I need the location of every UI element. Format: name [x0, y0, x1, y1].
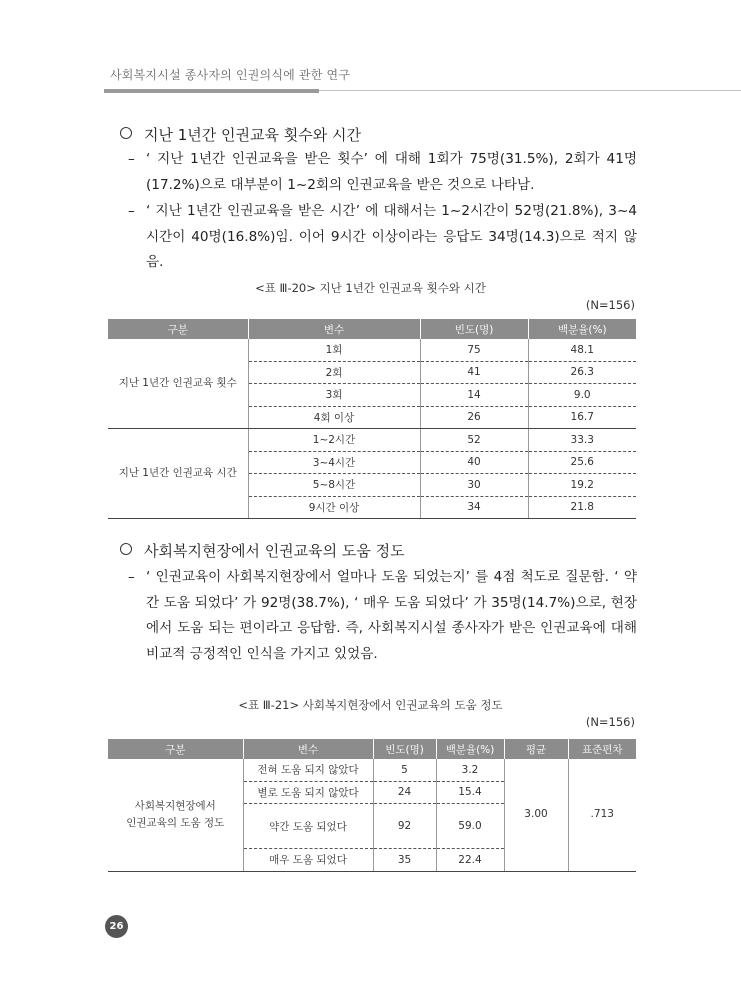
cell: 3.2 [436, 759, 504, 781]
column-header: 평균 [504, 739, 568, 759]
group-label: 지난 1년간 인권교육 횟수 [108, 339, 248, 429]
cell: 14 [420, 384, 528, 407]
column-header: 빈도(명) [420, 319, 528, 339]
cell: 19.2 [528, 474, 636, 497]
dash-marker: – [128, 569, 135, 585]
cell: 1회 [248, 339, 420, 361]
cell: 40 [420, 451, 528, 474]
cell: 16.7 [528, 406, 636, 429]
data-table-education-frequency [108, 319, 636, 519]
cell: 21.8 [528, 496, 636, 519]
table-row [108, 339, 636, 361]
cell: 59.0 [436, 804, 504, 849]
group-label-line: 인권교육의 도움 정도 [126, 816, 225, 829]
group-label [108, 759, 243, 871]
cell: 전혀 도움 되지 않았다 [243, 759, 373, 781]
column-header: 표준편차 [568, 739, 636, 759]
cell: 30 [420, 474, 528, 497]
cell: 3회 [248, 384, 420, 407]
sd-value: .713 [568, 759, 636, 871]
cell: 92 [373, 804, 436, 849]
bullet-paragraph [128, 199, 637, 276]
page-number-badge: 26 [105, 915, 128, 938]
sample-size-label: (N=156) [585, 715, 635, 729]
group-label: 지난 1년간 인권교육 시간 [108, 429, 248, 519]
cell: 75 [420, 339, 528, 361]
cell: 52 [420, 429, 528, 452]
cell: 35 [373, 849, 436, 872]
column-header: 변수 [243, 739, 373, 759]
cell: 41 [420, 361, 528, 384]
mean-value: 3.00 [504, 759, 568, 871]
circle-bullet-icon [120, 127, 132, 139]
bullet-text: ‘ 지난 1년간 인권교육을 받은 시간’ 에 대해서는 1~2시간이 52명(21.8%), 3~4시간이 40명(16.8%)임. 이어 9시간 이상이라는 응답도 34명(14.3)으로 적지 않음. [146, 203, 637, 270]
cell: 48.1 [528, 339, 636, 361]
column-header: 구분 [108, 319, 248, 339]
table-row [108, 759, 636, 781]
bullet-paragraph [128, 565, 637, 667]
cell: 매우 도움 되었다 [243, 849, 373, 872]
table-row [108, 429, 636, 452]
header-rule-accent [104, 89, 319, 93]
section-heading [120, 124, 361, 145]
sample-size-label: (N=156) [585, 298, 635, 312]
cell: 26 [420, 406, 528, 429]
bullet-text: ‘ 인권교육이 사회복지현장에서 얼마나 도움 되었는지’ 를 4점 척도로 질문함. ‘ 약간 도움 되었다’ 가 92명(38.7%), ‘ 매우 도움 되었다’ 가 35명(14.7%)으로, 현장에서 도움 되는 편이라고 응답함. 즉, 사회복지시설 종사자가 받은 인권교육에 대해 비교적 긍정적인 인식을 가지고 있었음. [146, 569, 637, 662]
cell: 9.0 [528, 384, 636, 407]
bullet-text: ‘ 지난 1년간 인권교육을 받은 횟수’ 에 대해 1회가 75명(31.5%), 2회가 41명(17.2%)으로 대부분이 1~2회의 인권교육을 받은 것으로 나타남. [146, 151, 637, 193]
cell: 1~2시간 [248, 429, 420, 452]
cell: 5 [373, 759, 436, 781]
column-header: 백분율(%) [528, 319, 636, 339]
data-table-education-helpfulness [108, 739, 636, 872]
cell: 34 [420, 496, 528, 519]
cell: 9시간 이상 [248, 496, 420, 519]
column-header: 백분율(%) [436, 739, 504, 759]
cell: 4회 이상 [248, 406, 420, 429]
cell: 15.4 [436, 781, 504, 804]
cell: 별로 도움 되지 않았다 [243, 781, 373, 804]
cell: 24 [373, 781, 436, 804]
table-header-row [108, 319, 636, 339]
cell: 2회 [248, 361, 420, 384]
table-caption: <표 Ⅲ-21> 사회복지현장에서 인권교육의 도움 정도 [238, 698, 503, 712]
cell: 3~4시간 [248, 451, 420, 474]
cell: 25.6 [528, 451, 636, 474]
cell: 33.3 [528, 429, 636, 452]
table-header-row [108, 739, 636, 759]
column-header: 구분 [108, 739, 243, 759]
cell: 22.4 [436, 849, 504, 872]
column-header: 변수 [248, 319, 420, 339]
group-label-line: 사회복지현장에서 [134, 799, 216, 812]
cell: 약간 도움 되었다 [243, 804, 373, 849]
dash-marker: – [128, 151, 135, 167]
column-header: 빈도(명) [373, 739, 436, 759]
cell: 5~8시간 [248, 474, 420, 497]
cell: 26.3 [528, 361, 636, 384]
section-heading-text: 지난 1년간 인권교육 횟수와 시간 [144, 126, 361, 144]
dash-marker: – [128, 203, 135, 219]
table-caption: <표 Ⅲ-20> 지난 1년간 인권교육 횟수와 시간 [255, 281, 486, 295]
header-title: 사회복지시설 종사자의 인권의식에 관한 연구 [110, 68, 351, 82]
section-heading [120, 540, 405, 561]
section-heading-text: 사회복지현장에서 인권교육의 도움 정도 [144, 542, 405, 560]
circle-bullet-icon [120, 543, 132, 555]
bullet-paragraph [128, 147, 637, 198]
